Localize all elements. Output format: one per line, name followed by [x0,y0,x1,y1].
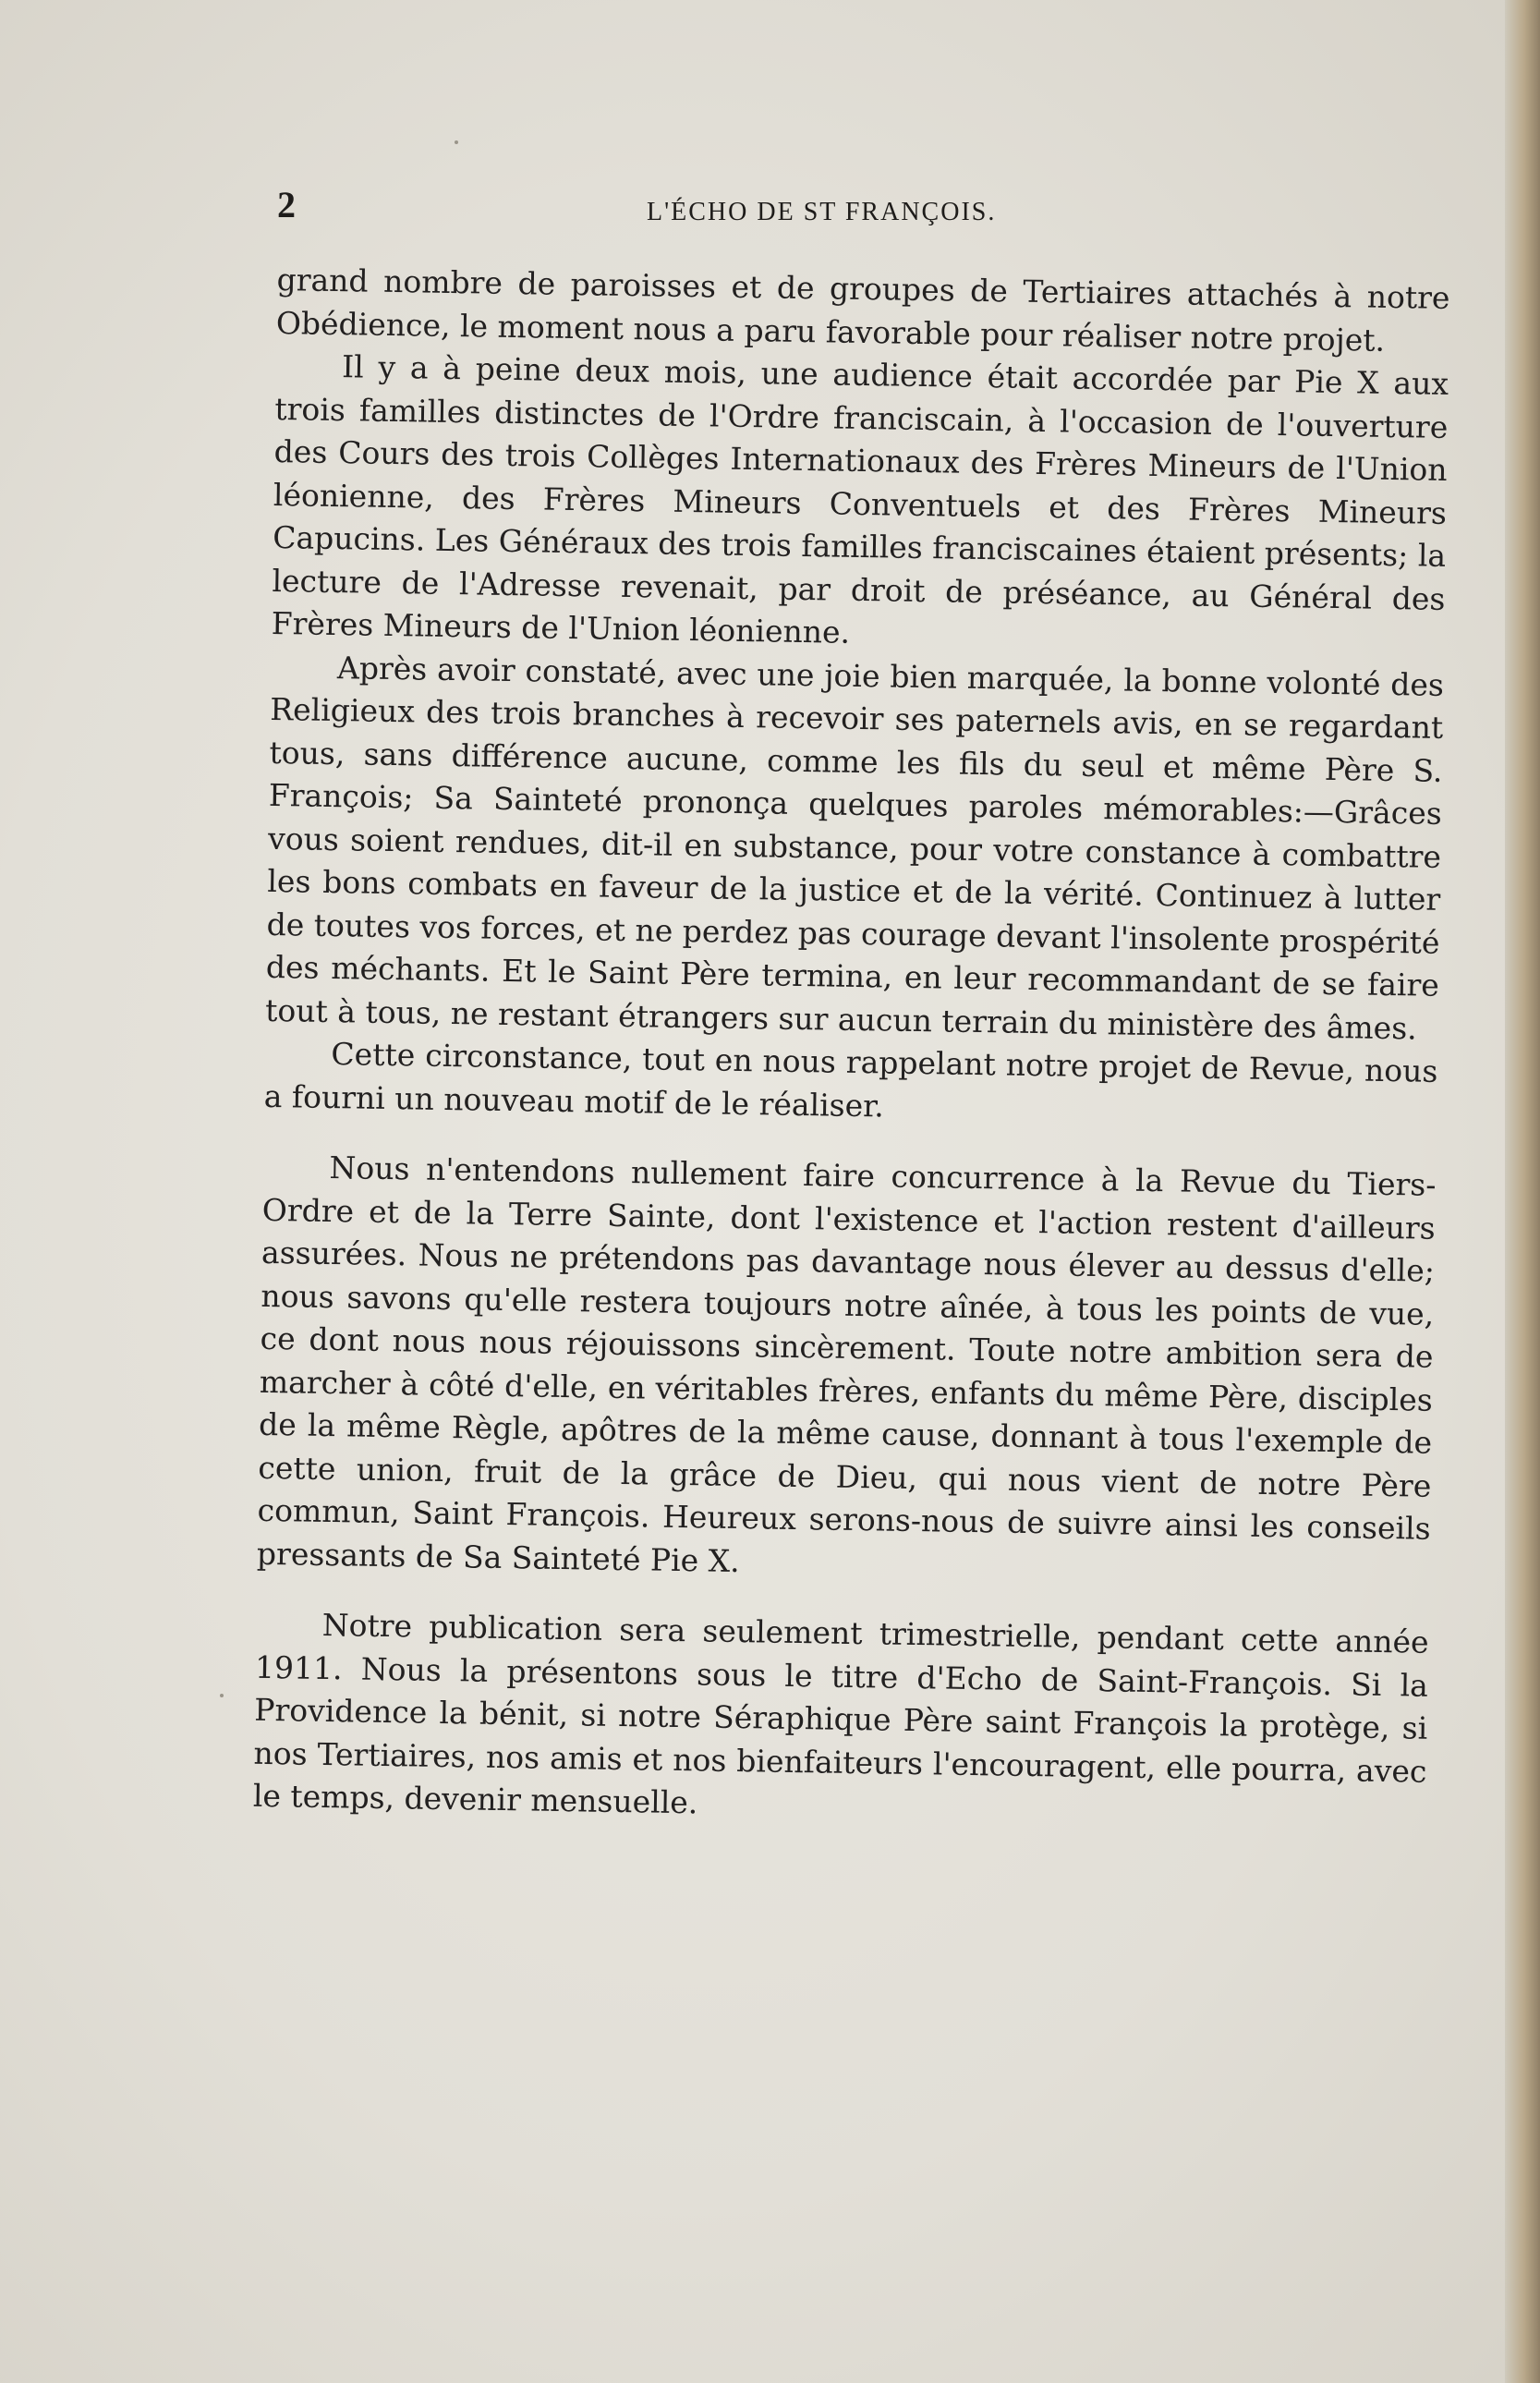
paragraph-3: Après avoir constaté, avec une joie bien marquée, la bonne volonté des Religieux des trois branches à recevoir ses paternels avis, en se regardant tous, sans différence aucune, comme les fils du seul et même Père S. François; Sa Sainteté prononça quelques paroles mémorables:—Grâces vous soient rendues, dit-il en substance, pour votre constance à combattre les bons combats en faveur de la justice et de la vérité. Continuez à lutter de toutes vos forces, et ne perdez pas courage devant l'insolente prospérité des méchants. Et le Saint Père termina, en leur recommandant de se faire tout à tous, ne restant étrangers sur aucun terrain du ministère des âmes. [264,649,1445,1046]
page-edge-shadow [1505,0,1540,2383]
paper-speck [455,140,458,144]
paragraph-4: Cette circonstance, tout en nous rappelant notre projet de Revue, nous a fourni un nouveau motif de le réaliser. [263,1036,1438,1124]
paragraph-6: Notre publication sera seulement trimestrielle, pendant cette année 1911. Nous la présentons sous le titre d'Echo de Saint-François. Si la Providence la bénit, si notre Séraphique Père saint François la protège, si nos Tertiaires, nos amis et nos bienfaiteurs l'encouragent, elle pourra, avec le temps, devenir mensuelle. [252,1606,1429,1821]
paragraph-1: grand nombre de paroisses et de groupes de Tertiaires attachés à notre Obédience, le moment nous a paru favorable pour réaliser notre projet. [275,261,1450,359]
running-title: L'ÉCHO DE ST FRANÇOIS. [647,198,997,226]
page-number: 2 [277,184,296,225]
paper-speck [220,1694,224,1697]
body-text [252,259,1449,1836]
page-header [277,176,1478,231]
paragraph-2: Il y a à peine deux mois, une audience était accordée par Pie X aux trois familles distinctes de l'Ordre franciscain, à l'occasion de l'ouverture des Cours des trois Collèges Internationaux des Frères Mineurs de l'Union léonienne, des Frères Mineurs Conventuels et des Frères Mineurs Capucins. Les Généraux des trois familles franciscaines étaient présents; la lecture de l'Adresse revenait, par droit de préséance, au Général des Frères Mineurs de l'Union léonienne. [271,348,1449,650]
paragraph-5: Nous n'entendons nullement faire concurrence à la Revue du Tiers-Ordre et de la Terre Sainte, dont l'existence et l'action restent d'ailleurs assurées. Nous ne prétendons pas davantage nous élever au dessus d'elle; nous savons qu'elle restera toujours notre aînée, à tous les points de vue, ce dont nous nous réjouissons sincèrement. Toute notre ambition sera de marcher à côté d'elle, en véritables frères, enfants du même Père, disciples de la même Règle, apôtres de la même cause, donnant à tous l'exemple de cette union, fruit de la grâce de Dieu, qui nous vient de notre Père commun, Saint François. Heureux serons-nous de suivre ainsi les conseils pressants de Sa Sainteté Pie X. [256,1149,1437,1579]
